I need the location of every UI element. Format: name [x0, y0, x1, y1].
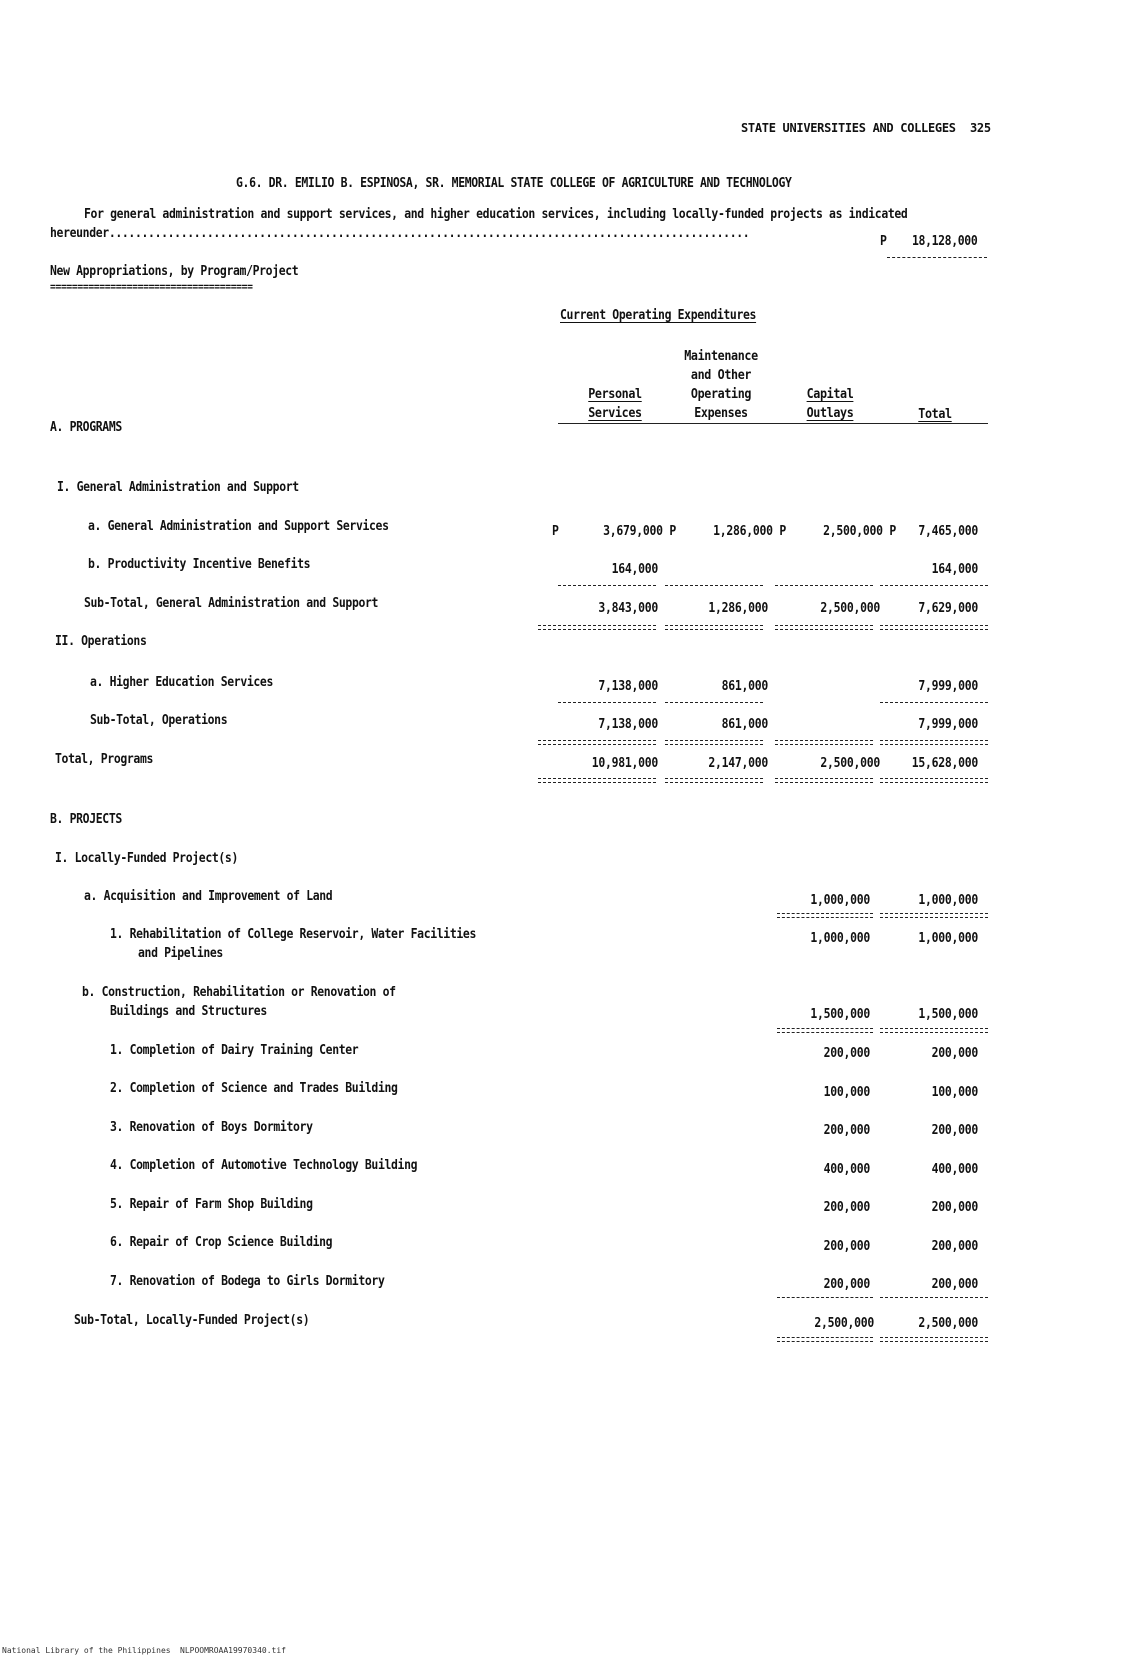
gas-subtotal-label: Sub-Total, General Administration and Support — [84, 596, 379, 611]
list-item-total: 200,000 — [931, 1046, 978, 1061]
rule — [880, 1028, 988, 1033]
project-a1-label-2: and Pipelines — [138, 946, 223, 961]
rule — [558, 702, 656, 703]
ops-a-total: 7,999,000 — [918, 679, 978, 694]
rule — [665, 702, 763, 703]
programs-total-mooe: 2,147,000 — [708, 756, 768, 771]
running-title: STATE UNIVERSITIES AND COLLEGES — [741, 121, 956, 135]
gas-subtotal-capital: 2,500,000 — [820, 601, 880, 616]
gas-b-label: b. Productivity Incentive Benefits — [88, 557, 311, 572]
list-item-label: 6. Repair of Crop Science Building — [110, 1235, 333, 1250]
lfp-subtotal-label: Sub-Total, Locally-Funded Project(s) — [74, 1313, 310, 1328]
intro-line-1: For general administration and support services, and higher education services, including locally-funded projects as indicated — [84, 207, 908, 222]
ops-heading: II. Operations — [55, 634, 147, 649]
section-heading: New Appropriations, by Program/Project — [50, 264, 299, 279]
rule — [775, 585, 873, 586]
footer-library: National Library of the Philippines — [2, 1646, 171, 1655]
gas-a-peso: P — [552, 524, 559, 539]
gas-a-mooe: 1,286,000 P — [713, 524, 786, 539]
ops-subtotal-mooe: 861,000 — [721, 717, 768, 732]
column-header-personal: Personal Services — [588, 387, 642, 421]
column-header-total: Total — [918, 407, 952, 422]
list-item-capital: 200,000 — [823, 1046, 870, 1061]
programs-total-label: Total, Programs — [55, 752, 154, 767]
list-item-capital: 200,000 — [823, 1123, 870, 1138]
project-a1-capital: 1,000,000 — [810, 931, 870, 946]
column-header-capital: Capital Outlays — [806, 387, 854, 421]
gas-subtotal-total: 7,629,000 — [918, 601, 978, 616]
project-a-label: a. Acquisition and Improvement of Land — [84, 889, 333, 904]
column-group-header: Current Operating Expenditures — [560, 308, 757, 323]
rule — [775, 778, 873, 783]
rule — [880, 740, 988, 745]
intro-hereunder: hereunder.................................................................................................. — [50, 226, 750, 241]
ops-a-mooe: 861,000 — [721, 679, 768, 694]
gas-a-label: a. General Administration and Support Services — [88, 519, 389, 534]
section-underline: ===================================== — [50, 280, 253, 293]
gas-subtotal-mooe: 1,286,000 — [708, 601, 768, 616]
list-item-capital: 200,000 — [823, 1239, 870, 1254]
projects-label: B. PROJECTS — [50, 812, 122, 827]
agency-title: G.6. DR. EMILIO B. ESPINOSA, SR. MEMORIAL STATE COLLEGE OF AGRICULTURE AND TECHNOLOGY — [236, 176, 792, 191]
list-item-capital: 200,000 — [823, 1277, 870, 1292]
list-item-label: 5. Repair of Farm Shop Building — [110, 1197, 313, 1212]
rule — [777, 1028, 873, 1033]
list-item-total: 100,000 — [931, 1085, 978, 1100]
project-a1-total: 1,000,000 — [918, 931, 978, 946]
ops-subtotal-personal: 7,138,000 — [598, 717, 658, 732]
list-item-label: 7. Renovation of Bodega to Girls Dormitory — [110, 1274, 385, 1289]
rule — [538, 625, 656, 630]
intro-amount: 18,128,000 — [912, 234, 978, 249]
rule — [665, 625, 763, 630]
gas-b-total: 164,000 — [931, 562, 978, 577]
rule — [665, 585, 763, 586]
gas-a-total: 7,465,000 — [918, 524, 978, 539]
rule — [665, 778, 763, 783]
rule — [777, 1297, 873, 1298]
gas-subtotal-personal: 3,843,000 — [598, 601, 658, 616]
list-item-capital: 100,000 — [823, 1085, 870, 1100]
page-number: 325 — [970, 121, 991, 135]
rule — [880, 1297, 988, 1298]
lfp-subtotal-total: 2,500,000 — [918, 1316, 978, 1331]
rule — [880, 778, 988, 783]
programs-total-capital: 2,500,000 — [820, 756, 880, 771]
project-b-total: 1,500,000 — [918, 1007, 978, 1022]
project-b-capital: 1,500,000 — [810, 1007, 870, 1022]
list-item-total: 200,000 — [931, 1123, 978, 1138]
ops-a-label: a. Higher Education Services — [90, 675, 273, 690]
rule — [880, 1337, 988, 1342]
list-item-label: 1. Completion of Dairy Training Center — [110, 1043, 359, 1058]
rule — [880, 625, 988, 630]
list-item-total: 200,000 — [931, 1277, 978, 1292]
footer-file-id: NLPOOMROAA19970340.tif — [180, 1646, 286, 1655]
rule — [665, 740, 763, 745]
gas-a-capital: 2,500,000 P — [823, 524, 896, 539]
programs-total-total: 15,628,000 — [911, 756, 978, 771]
rule — [538, 778, 656, 783]
gas-heading: I. General Administration and Support — [57, 480, 299, 495]
list-item-total: 200,000 — [931, 1200, 978, 1215]
rule — [880, 913, 988, 918]
list-item-label: 4. Completion of Automotive Technology Building — [110, 1158, 418, 1173]
intro-currency: P — [880, 234, 887, 249]
list-item-label: 3. Renovation of Boys Dormitory — [110, 1120, 313, 1135]
column-header-rule — [558, 423, 988, 424]
list-item-total: 200,000 — [931, 1239, 978, 1254]
rule — [777, 913, 873, 918]
ops-a-personal: 7,138,000 — [598, 679, 658, 694]
rule — [775, 625, 873, 630]
list-item-label: 2. Completion of Science and Trades Building — [110, 1081, 398, 1096]
rule — [775, 740, 873, 745]
project-b-label-1: b. Construction, Rehabilitation or Renovation of — [82, 985, 396, 1000]
project-b-label-2: Buildings and Structures — [110, 1004, 267, 1019]
list-item-capital: 400,000 — [823, 1162, 870, 1177]
programs-label: A. PROGRAMS — [50, 420, 122, 435]
rule — [880, 585, 988, 586]
project-a1-label-1: 1. Rehabilitation of College Reservoir, Water Facilities — [110, 927, 476, 942]
list-item-capital: 200,000 — [823, 1200, 870, 1215]
gas-b-personal: 164,000 — [611, 562, 658, 577]
rule — [777, 1337, 873, 1342]
rule — [880, 702, 988, 703]
lfp-heading: I. Locally-Funded Project(s) — [55, 851, 238, 866]
rule — [558, 585, 656, 586]
ops-subtotal-label: Sub-Total, Operations — [90, 713, 228, 728]
column-header-mooe: Maintenance and Other Operating Expenses — [684, 349, 758, 421]
lfp-subtotal-capital: 2,500,000 — [814, 1316, 874, 1331]
ops-subtotal-total: 7,999,000 — [918, 717, 978, 732]
project-a-total: 1,000,000 — [918, 893, 978, 908]
rule — [538, 740, 656, 745]
project-a-capital: 1,000,000 — [810, 893, 870, 908]
list-item-total: 400,000 — [931, 1162, 978, 1177]
intro-amount-rule — [887, 257, 987, 258]
programs-total-personal: 10,981,000 — [591, 756, 658, 771]
gas-a-personal: 3,679,000 P — [603, 524, 676, 539]
